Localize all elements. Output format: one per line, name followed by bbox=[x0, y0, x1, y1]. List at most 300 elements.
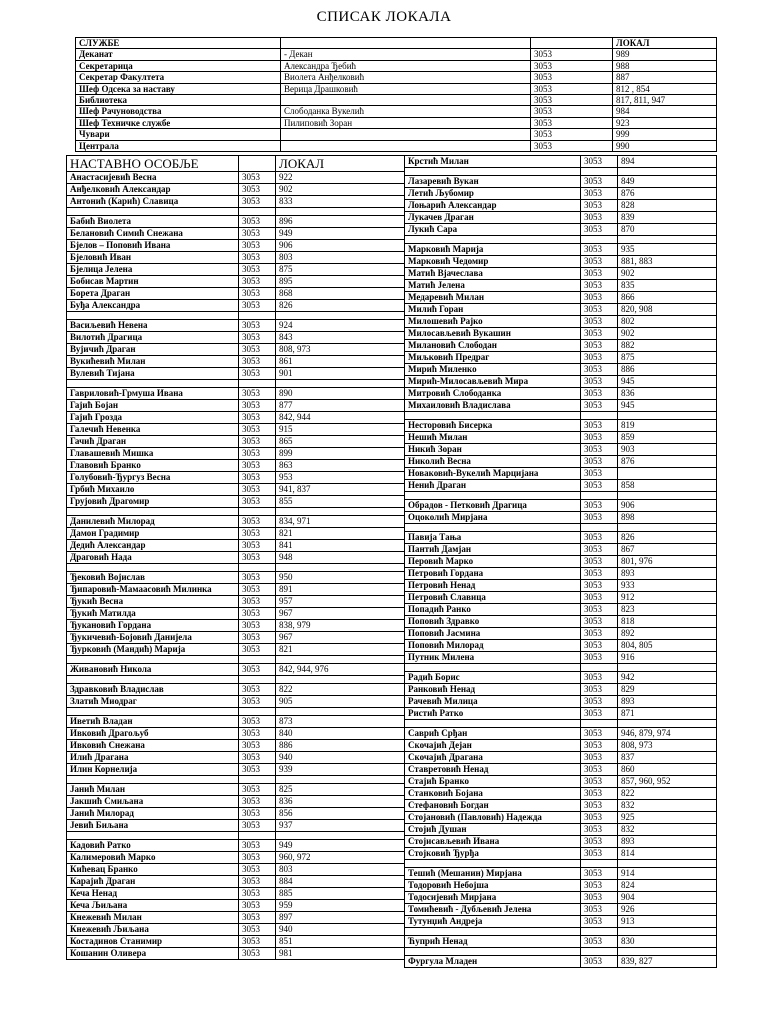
table-row bbox=[67, 300, 405, 312]
table-row bbox=[405, 628, 717, 640]
table-row bbox=[405, 616, 717, 628]
phone-cell: 3053 bbox=[581, 824, 618, 836]
table-row bbox=[405, 696, 717, 708]
phone-cell: 3053 bbox=[581, 684, 618, 696]
table-row bbox=[67, 796, 405, 808]
local-cell: 967 bbox=[276, 632, 405, 644]
local-cell: 833 bbox=[276, 196, 405, 208]
table-row bbox=[67, 400, 405, 412]
local-cell bbox=[618, 928, 717, 936]
name-cell: Вујичић Драган bbox=[67, 344, 239, 356]
local-cell: 981 bbox=[276, 948, 405, 960]
local-cell bbox=[618, 492, 717, 500]
local-cell: 855 bbox=[276, 496, 405, 508]
table-row bbox=[67, 460, 405, 472]
phone-cell: 3053 bbox=[581, 364, 618, 376]
local-cell: 940 bbox=[276, 924, 405, 936]
table-row bbox=[405, 480, 717, 492]
table-row bbox=[67, 240, 405, 252]
local-cell: 840 bbox=[276, 728, 405, 740]
name-cell: Галечић Невенка bbox=[67, 424, 239, 436]
local-cell: 839 bbox=[618, 212, 717, 224]
name-cell: Марковић Чедомир bbox=[405, 256, 581, 268]
phone-cell: 3053 bbox=[581, 580, 618, 592]
local-cell: 865 bbox=[276, 436, 405, 448]
name-cell: Дедић Александар bbox=[67, 540, 239, 552]
table-row bbox=[405, 444, 717, 456]
name-cell bbox=[67, 508, 239, 516]
phone-cell: 3053 bbox=[581, 292, 618, 304]
teaching-header-row bbox=[67, 156, 405, 172]
local-cell: 876 bbox=[618, 456, 717, 468]
table-row bbox=[67, 564, 405, 572]
name-cell: Гајић Грозда bbox=[67, 412, 239, 424]
name-cell bbox=[405, 664, 581, 672]
local-cell: 875 bbox=[276, 264, 405, 276]
phone-cell: 3053 bbox=[239, 172, 276, 184]
phone-cell: 3053 bbox=[239, 912, 276, 924]
name-cell: Бабић Виолета bbox=[67, 216, 239, 228]
local-cell: 836 bbox=[618, 388, 717, 400]
name-cell: Бобисав Мартин bbox=[67, 276, 239, 288]
local-cell: 892 bbox=[618, 628, 717, 640]
phone-cell: 3053 bbox=[531, 117, 613, 128]
table-row bbox=[67, 664, 405, 676]
name-cell: Ђукановић Гордана bbox=[67, 620, 239, 632]
name-cell bbox=[405, 236, 581, 244]
local-cell bbox=[276, 676, 405, 684]
phone-cell bbox=[239, 656, 276, 664]
name-cell: Шеф Техничке службе bbox=[76, 117, 281, 128]
local-cell: 912 bbox=[618, 592, 717, 604]
local-cell: 945 bbox=[618, 376, 717, 388]
local-cell: 887 bbox=[613, 72, 717, 83]
name-cell bbox=[67, 776, 239, 784]
name-cell bbox=[67, 708, 239, 716]
local-cell: 942 bbox=[618, 672, 717, 684]
phone-cell: 3053 bbox=[239, 752, 276, 764]
table-row bbox=[67, 320, 405, 332]
local-cell: 808, 973 bbox=[618, 740, 717, 752]
phone-cell: 3053 bbox=[531, 49, 613, 60]
phone-cell: 3053 bbox=[239, 948, 276, 960]
local-cell: 922 bbox=[276, 172, 405, 184]
local-cell: 822 bbox=[276, 684, 405, 696]
table-row bbox=[67, 388, 405, 400]
local-cell: 830 bbox=[618, 936, 717, 948]
name-cell: Гачић Драган bbox=[67, 436, 239, 448]
phone-cell: 3053 bbox=[581, 868, 618, 880]
local-cell bbox=[276, 380, 405, 388]
name-cell: Јанић Милорад bbox=[67, 808, 239, 820]
phone-cell: 3053 bbox=[581, 224, 618, 236]
table-row bbox=[67, 516, 405, 528]
phone-cell: 3053 bbox=[239, 572, 276, 584]
local-cell: 926 bbox=[618, 904, 717, 916]
name-cell bbox=[405, 524, 581, 532]
table-row bbox=[405, 212, 717, 224]
phone-cell: 3053 bbox=[239, 876, 276, 888]
table-row bbox=[67, 740, 405, 752]
name-cell bbox=[67, 312, 239, 320]
name-cell: Белановић Симић Снежана bbox=[67, 228, 239, 240]
local-cell: 820, 908 bbox=[618, 304, 717, 316]
name-cell: Чувари bbox=[76, 129, 281, 140]
name-cell: Обрадов - Петковић Драгица bbox=[405, 500, 581, 512]
table-row bbox=[67, 608, 405, 620]
table-row bbox=[405, 860, 717, 868]
local-cell: 935 bbox=[618, 244, 717, 256]
table-row bbox=[405, 848, 717, 860]
table-row bbox=[67, 472, 405, 484]
local-cell: 939 bbox=[276, 764, 405, 776]
local-cell: 817, 811, 947 bbox=[613, 95, 717, 106]
local-cell: 924 bbox=[276, 320, 405, 332]
local-cell bbox=[276, 708, 405, 716]
phone-cell: 3053 bbox=[239, 584, 276, 596]
table-row bbox=[405, 544, 717, 556]
phone-cell bbox=[581, 168, 618, 176]
local-cell: 940 bbox=[276, 752, 405, 764]
phone-cell: 3053 bbox=[239, 728, 276, 740]
phone-cell: 3053 bbox=[239, 460, 276, 472]
name-cell: Буђа Александра bbox=[67, 300, 239, 312]
local-cell: 949 bbox=[276, 840, 405, 852]
table-row bbox=[67, 876, 405, 888]
local-cell: 824 bbox=[618, 880, 717, 892]
name-cell: Ивковић Драгољуб bbox=[67, 728, 239, 740]
table-row bbox=[67, 728, 405, 740]
local-cell bbox=[618, 664, 717, 672]
name-cell: Илин Корнелија bbox=[67, 764, 239, 776]
table-row bbox=[405, 936, 717, 948]
phone-cell: 3053 bbox=[581, 444, 618, 456]
phone-cell: 3053 bbox=[239, 288, 276, 300]
phone-cell: 3053 bbox=[239, 448, 276, 460]
table-row bbox=[67, 528, 405, 540]
local-cell: 822 bbox=[618, 788, 717, 800]
table-row bbox=[405, 836, 717, 848]
name-cell: Поповић Здравко bbox=[405, 616, 581, 628]
phone-cell: 3053 bbox=[239, 784, 276, 796]
local-cell: 886 bbox=[276, 740, 405, 752]
local-cell: 990 bbox=[613, 140, 717, 151]
name-cell: Вулевић Тијана bbox=[67, 368, 239, 380]
name-cell: Миљковић Предраг bbox=[405, 352, 581, 364]
name-cell: Марковић Марија bbox=[405, 244, 581, 256]
phone-cell: 3053 bbox=[531, 140, 613, 151]
name-cell bbox=[67, 656, 239, 664]
local-cell: 842, 944, 976 bbox=[276, 664, 405, 676]
table-row bbox=[67, 172, 405, 184]
local-cell: 896 bbox=[276, 216, 405, 228]
table-row bbox=[67, 708, 405, 716]
local-cell: 902 bbox=[618, 328, 717, 340]
phone-cell: 3053 bbox=[581, 568, 618, 580]
table-row bbox=[405, 292, 717, 304]
local-cell bbox=[618, 720, 717, 728]
phone-cell: 3053 bbox=[581, 388, 618, 400]
name-cell bbox=[405, 412, 581, 420]
phone-cell: 3053 bbox=[581, 764, 618, 776]
name-cell: Стојковић Ђурђа bbox=[405, 848, 581, 860]
table-row bbox=[405, 400, 717, 412]
local-cell: 867 bbox=[618, 544, 717, 556]
table-row bbox=[405, 188, 717, 200]
table-row bbox=[67, 808, 405, 820]
local-cell: 849 bbox=[618, 176, 717, 188]
table-row bbox=[67, 252, 405, 264]
local-cell: 877 bbox=[276, 400, 405, 412]
local-cell: 870 bbox=[618, 224, 717, 236]
name-cell: Милошевић Рајко bbox=[405, 316, 581, 328]
table-row bbox=[67, 764, 405, 776]
phone-cell: 3053 bbox=[239, 632, 276, 644]
table-row bbox=[67, 356, 405, 368]
name-cell: Јевић Биљана bbox=[67, 820, 239, 832]
name-cell: Ристић Ратко bbox=[405, 708, 581, 720]
name-cell: Ђукић Весна bbox=[67, 596, 239, 608]
name-cell: Петровић Гордана bbox=[405, 568, 581, 580]
phone-cell bbox=[239, 208, 276, 216]
local-cell: 860 bbox=[618, 764, 717, 776]
phone-cell: 3053 bbox=[239, 764, 276, 776]
name-cell: Фургула Младен bbox=[405, 956, 581, 968]
name-cell: Перовић Марко bbox=[405, 556, 581, 568]
name-cell: Путник Милена bbox=[405, 652, 581, 664]
table-row bbox=[405, 904, 717, 916]
table-row bbox=[67, 776, 405, 784]
phone-cell: 3053 bbox=[581, 892, 618, 904]
phone-cell: 3053 bbox=[239, 320, 276, 332]
name-cell: Оцоколић Мирјана bbox=[405, 512, 581, 524]
local-cell bbox=[618, 948, 717, 956]
phone-cell: 3053 bbox=[239, 540, 276, 552]
name-cell: Бјелов – Поповић Ивана bbox=[67, 240, 239, 252]
name-cell: Мирић Миленко bbox=[405, 364, 581, 376]
name-cell: Кнежевић Љиљана bbox=[67, 924, 239, 936]
phone-cell: 3053 bbox=[239, 264, 276, 276]
phone-cell: 3053 bbox=[581, 904, 618, 916]
table-row bbox=[67, 368, 405, 380]
name-cell: Живановић Никола bbox=[67, 664, 239, 676]
table-row bbox=[405, 580, 717, 592]
phone-cell: 3053 bbox=[581, 740, 618, 752]
name-cell: Јанић Милан bbox=[67, 784, 239, 796]
name-cell: Кадовић Ратко bbox=[67, 840, 239, 852]
name-cell: Ранковић Ненад bbox=[405, 684, 581, 696]
local-cell: 881, 883 bbox=[618, 256, 717, 268]
table-row bbox=[67, 924, 405, 936]
phone-cell bbox=[581, 412, 618, 420]
phone-cell: 3053 bbox=[581, 376, 618, 388]
table-row bbox=[76, 129, 717, 140]
table-row bbox=[405, 640, 717, 652]
local-cell bbox=[276, 564, 405, 572]
name-cell: Стојић Душан bbox=[405, 824, 581, 836]
name-cell bbox=[405, 860, 581, 868]
local-cell: 835 bbox=[618, 280, 717, 292]
table-row bbox=[405, 812, 717, 824]
name-cell: Михаиловић Владислава bbox=[405, 400, 581, 412]
phone-cell: Александра Ђебић bbox=[281, 60, 531, 71]
table-row bbox=[67, 936, 405, 948]
name-cell: Ђипаровић-Мамаасовић Милинка bbox=[67, 584, 239, 596]
phone-cell: 3053 bbox=[239, 808, 276, 820]
table-row bbox=[405, 568, 717, 580]
name-cell: Несторовић Бисерка bbox=[405, 420, 581, 432]
phone-cell: 3053 bbox=[239, 216, 276, 228]
table-row bbox=[67, 840, 405, 852]
phone-cell: 3053 bbox=[581, 880, 618, 892]
local-cell: 868 bbox=[276, 288, 405, 300]
table-row bbox=[405, 280, 717, 292]
local-cell: 953 bbox=[276, 472, 405, 484]
local-cell bbox=[618, 168, 717, 176]
table-row bbox=[405, 928, 717, 936]
table-row bbox=[405, 728, 717, 740]
local-cell: 989 bbox=[613, 49, 717, 60]
table-row bbox=[67, 620, 405, 632]
name-cell: Ивковић Снежана bbox=[67, 740, 239, 752]
local-cell: 898 bbox=[618, 512, 717, 524]
table-row bbox=[67, 312, 405, 320]
table-row bbox=[405, 492, 717, 500]
local-cell: 897 bbox=[276, 912, 405, 924]
phone-cell bbox=[281, 129, 531, 140]
table-row bbox=[405, 156, 717, 168]
table-row bbox=[67, 496, 405, 508]
local-cell: 863 bbox=[276, 460, 405, 472]
phone-cell: 3053 bbox=[581, 672, 618, 684]
name-cell: Томићевић - Дубљевић Јелена bbox=[405, 904, 581, 916]
table-row bbox=[67, 716, 405, 728]
local-cell: 829 bbox=[618, 684, 717, 696]
phone-cell: 3053 bbox=[581, 480, 618, 492]
table-row bbox=[67, 752, 405, 764]
name-cell bbox=[67, 380, 239, 388]
phone-cell: 3053 bbox=[581, 268, 618, 280]
services-table bbox=[75, 37, 717, 152]
table-row bbox=[405, 420, 717, 432]
table-row bbox=[76, 72, 717, 83]
local-cell: 946, 879, 974 bbox=[618, 728, 717, 740]
table-row bbox=[405, 364, 717, 376]
table-row bbox=[67, 676, 405, 684]
table-row bbox=[405, 956, 717, 968]
name-cell: Вилотић Драгица bbox=[67, 332, 239, 344]
name-cell: Скочајић Дејан bbox=[405, 740, 581, 752]
name-cell: Кошанин Оливера bbox=[67, 948, 239, 960]
table-row bbox=[405, 592, 717, 604]
phone-cell: 3053 bbox=[581, 544, 618, 556]
phone-cell: 3053 bbox=[239, 924, 276, 936]
name-cell: Лукић Сара bbox=[405, 224, 581, 236]
name-cell: Златић Миодраг bbox=[67, 696, 239, 708]
phone-cell: 3053 bbox=[581, 400, 618, 412]
table-row bbox=[67, 424, 405, 436]
name-cell: Борета Драган bbox=[67, 288, 239, 300]
table-row bbox=[67, 184, 405, 196]
table-row bbox=[405, 764, 717, 776]
name-cell: Анђелковић Александар bbox=[67, 184, 239, 196]
phone-cell: 3053 bbox=[581, 304, 618, 316]
table-row bbox=[405, 800, 717, 812]
phone-cell: 3053 bbox=[239, 356, 276, 368]
local-cell bbox=[276, 508, 405, 516]
table-row bbox=[405, 604, 717, 616]
table-row bbox=[67, 948, 405, 960]
table-row bbox=[67, 584, 405, 596]
local-cell: 893 bbox=[618, 696, 717, 708]
name-cell: Калимеровић Марко bbox=[67, 852, 239, 864]
name-cell: Централа bbox=[76, 140, 281, 151]
page-title: СПИСАК ЛОКАЛА bbox=[316, 9, 452, 25]
phone-cell: 3053 bbox=[581, 280, 618, 292]
table-row bbox=[76, 106, 717, 117]
table-row bbox=[67, 852, 405, 864]
phone-cell: 3053 bbox=[581, 316, 618, 328]
local-cell: 871 bbox=[618, 708, 717, 720]
name-cell: Милосављевић Вукашин bbox=[405, 328, 581, 340]
phone-cell bbox=[239, 708, 276, 716]
phone-cell: 3053 bbox=[239, 796, 276, 808]
phone-cell: 3053 bbox=[581, 532, 618, 544]
local-cell: 826 bbox=[618, 532, 717, 544]
phone-cell bbox=[581, 492, 618, 500]
phone-cell: 3053 bbox=[581, 604, 618, 616]
table-row bbox=[405, 892, 717, 904]
table-row bbox=[405, 376, 717, 388]
name-cell: Васиљевић Невена bbox=[67, 320, 239, 332]
phone-cell: 3053 bbox=[239, 196, 276, 208]
table-row bbox=[67, 864, 405, 876]
phone-cell: 3053 bbox=[581, 836, 618, 848]
table-row bbox=[67, 380, 405, 388]
name-cell bbox=[405, 928, 581, 936]
phone-cell: Виолета Анђелковић bbox=[281, 72, 531, 83]
name-cell: Медаревић Милан bbox=[405, 292, 581, 304]
table-row bbox=[405, 316, 717, 328]
phone-cell: 3053 bbox=[581, 812, 618, 824]
table-row bbox=[405, 708, 717, 720]
phone-cell: 3053 bbox=[531, 106, 613, 117]
phone-cell: 3053 bbox=[239, 412, 276, 424]
name-cell: Стефановић Богдан bbox=[405, 800, 581, 812]
name-cell: Бјеловић Иван bbox=[67, 252, 239, 264]
phone-cell: - Декан bbox=[281, 49, 531, 60]
table-row bbox=[67, 332, 405, 344]
phone-cell bbox=[581, 948, 618, 956]
local-cell: 825 bbox=[276, 784, 405, 796]
local-cell: 960, 972 bbox=[276, 852, 405, 864]
phone-cell: 3053 bbox=[239, 496, 276, 508]
name-cell: Павија Тања bbox=[405, 532, 581, 544]
table-row bbox=[405, 652, 717, 664]
phone-cell: 3053 bbox=[581, 200, 618, 212]
name-cell: Ђурковић (Мандић) Марија bbox=[67, 644, 239, 656]
local-cell: 819 bbox=[618, 420, 717, 432]
table-row bbox=[67, 832, 405, 840]
phone-cell: 3053 bbox=[581, 640, 618, 652]
name-cell: Шеф Рачуноводства bbox=[76, 106, 281, 117]
phone-cell: 3053 bbox=[581, 156, 618, 168]
name-cell: Шеф Одсека за наставу bbox=[76, 83, 281, 94]
local-cell: 873 bbox=[276, 716, 405, 728]
phone-cell: 3053 bbox=[581, 456, 618, 468]
name-cell: Гајић Бојан bbox=[67, 400, 239, 412]
local-cell: 826 bbox=[276, 300, 405, 312]
